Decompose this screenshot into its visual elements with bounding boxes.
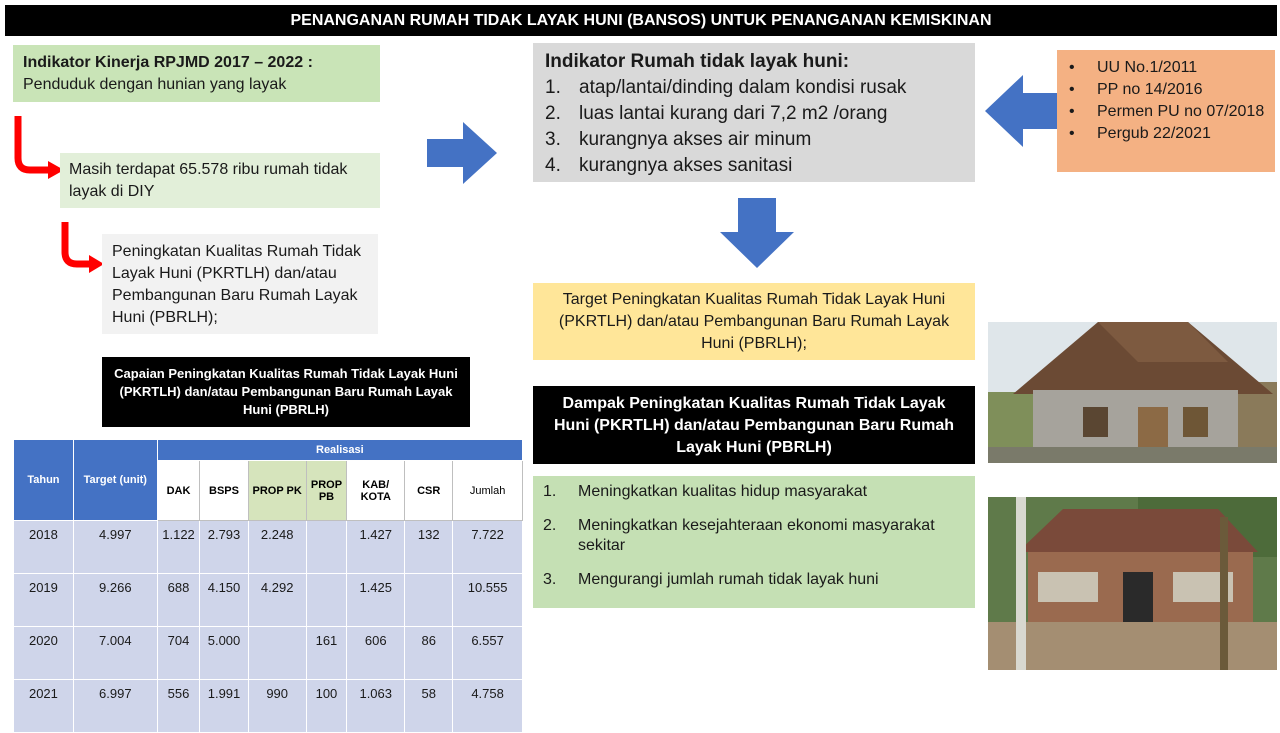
cell-bsps: 4.150 (200, 574, 248, 627)
list-item: 1. Meningkatkan kualitas hidup masyarakat (543, 483, 868, 500)
cell-prop-pb (306, 574, 347, 627)
table-row (14, 521, 523, 574)
list-item: 2. luas lantai kurang dari 7,2 m2 /orang (545, 103, 888, 124)
col-realisasi-header: Realisasi (157, 440, 522, 461)
indikator-kinerja-text: Penduduk dengan hunian yang layak (23, 76, 287, 93)
house-photo-before (988, 322, 1277, 463)
cell-dak: 704 (157, 627, 200, 680)
col-target-header: Target (unit) (73, 440, 157, 521)
blue-left-arrow-icon (985, 75, 1061, 147)
list-item: • Permen PU no 07/2018 (1069, 103, 1265, 120)
cell-dak: 556 (157, 680, 200, 733)
list-item: • UU No.1/2011 (1069, 59, 1198, 76)
table-row (14, 627, 523, 680)
cell-target: 9.266 (73, 574, 157, 627)
cell-dak: 1.122 (157, 521, 200, 574)
cell-target: 4.997 (73, 521, 157, 574)
peningkatan-kualitas-box: Peningkatan Kualitas Rumah Tidak Layak Huni (PKRTLH) dan/atau Pembangunan Baru Rumah Layak Huni (PBRLH); (102, 234, 378, 334)
cell-jumlah: 4.758 (453, 680, 523, 733)
cell-prop-pk: 990 (248, 680, 306, 733)
cell-jumlah: 7.722 (453, 521, 523, 574)
col-kab-kota-header: KAB/ KOTA (347, 461, 405, 521)
cell-csr: 132 (405, 521, 453, 574)
cell-kab-kota: 1.425 (347, 574, 405, 627)
list-item: • PP no 14/2016 (1069, 81, 1203, 98)
table-row (14, 574, 523, 627)
cell-tahun: 2019 (14, 574, 74, 627)
list-item: • Pergub 22/2021 (1069, 125, 1211, 142)
target-box: Target Peningkatan Kualitas Rumah Tidak Layak Huni (PKRTLH) dan/atau Pembangunan Baru Rumah Layak Huni (PBRLH); (533, 283, 975, 360)
indikator-kinerja-box (13, 45, 380, 102)
table-row (14, 680, 523, 733)
masih-terdapat-box: Masih terdapat 65.578 ribu rumah tidak layak di DIY (60, 153, 380, 208)
cell-jumlah: 10.555 (453, 574, 523, 627)
cell-bsps: 2.793 (200, 521, 248, 574)
indikator-rtlh-box (533, 43, 975, 182)
cell-target: 7.004 (73, 627, 157, 680)
cell-prop-pk (248, 627, 306, 680)
blue-right-arrow-icon (427, 122, 499, 184)
cell-tahun: 2020 (14, 627, 74, 680)
indikator-rtlh-heading: Indikator Rumah tidak layak huni: (545, 51, 850, 72)
capaian-table (13, 439, 523, 733)
capaian-heading: Capaian Peningkatan Kualitas Rumah Tidak Layak Huni (PKRTLH) dan/atau Pembangunan Baru Rumah Layak Huni (PBRLH) (102, 357, 470, 427)
cell-dak: 688 (157, 574, 200, 627)
cell-prop-pb (306, 521, 347, 574)
col-tahun-header: Tahun (14, 440, 74, 521)
cell-kab-kota: 1.063 (347, 680, 405, 733)
dampak-heading: Dampak Peningkatan Kualitas Rumah Tidak Layak Huni (PKRTLH) dan/atau Pembangunan Baru Rumah Layak Huni (PBRLH) (533, 386, 975, 464)
col-dak-header: DAK (157, 461, 200, 521)
list-item: 2. Meningkatkan kesejahteraan ekonomi masyarakat sekitar (543, 517, 935, 554)
list-item: 3. Mengurangi jumlah rumah tidak layak huni (543, 571, 879, 588)
cell-prop-pk: 2.248 (248, 521, 306, 574)
dampak-list (533, 476, 975, 608)
list-item: 3. kurangnya akses air minum (545, 129, 812, 150)
house-photo-after (988, 497, 1277, 670)
cell-csr: 58 (405, 680, 453, 733)
red-elbow-arrow-icon (55, 218, 107, 278)
col-csr-header: CSR (405, 461, 453, 521)
red-elbow-arrow-icon (8, 112, 66, 192)
blue-down-arrow-icon (720, 198, 796, 270)
cell-prop-pb: 100 (306, 680, 347, 733)
cell-tahun: 2018 (14, 521, 74, 574)
cell-kab-kota: 1.427 (347, 521, 405, 574)
col-prop-pb-header: PROP PB (306, 461, 347, 521)
cell-tahun: 2021 (14, 680, 74, 733)
indikator-kinerja-heading: Indikator Kinerja RPJMD 2017 – 2022 : (23, 54, 313, 71)
page-title: PENANGANAN RUMAH TIDAK LAYAK HUNI (BANSOS) UNTUK PENANGANAN KEMISKINAN (5, 5, 1277, 36)
cell-target: 6.997 (73, 680, 157, 733)
cell-bsps: 5.000 (200, 627, 248, 680)
cell-prop-pb: 161 (306, 627, 347, 680)
cell-csr: 86 (405, 627, 453, 680)
regulasi-box (1057, 50, 1275, 172)
cell-jumlah: 6.557 (453, 627, 523, 680)
col-jumlah-header: Jumlah (453, 461, 523, 521)
cell-kab-kota: 606 (347, 627, 405, 680)
cell-bsps: 1.991 (200, 680, 248, 733)
list-item: 4. kurangnya akses sanitasi (545, 155, 793, 176)
list-item: 1. atap/lantai/dinding dalam kondisi rusak (545, 77, 907, 98)
cell-csr (405, 574, 453, 627)
col-bsps-header: BSPS (200, 461, 248, 521)
col-prop-pk-header: PROP PK (248, 461, 306, 521)
cell-prop-pk: 4.292 (248, 574, 306, 627)
